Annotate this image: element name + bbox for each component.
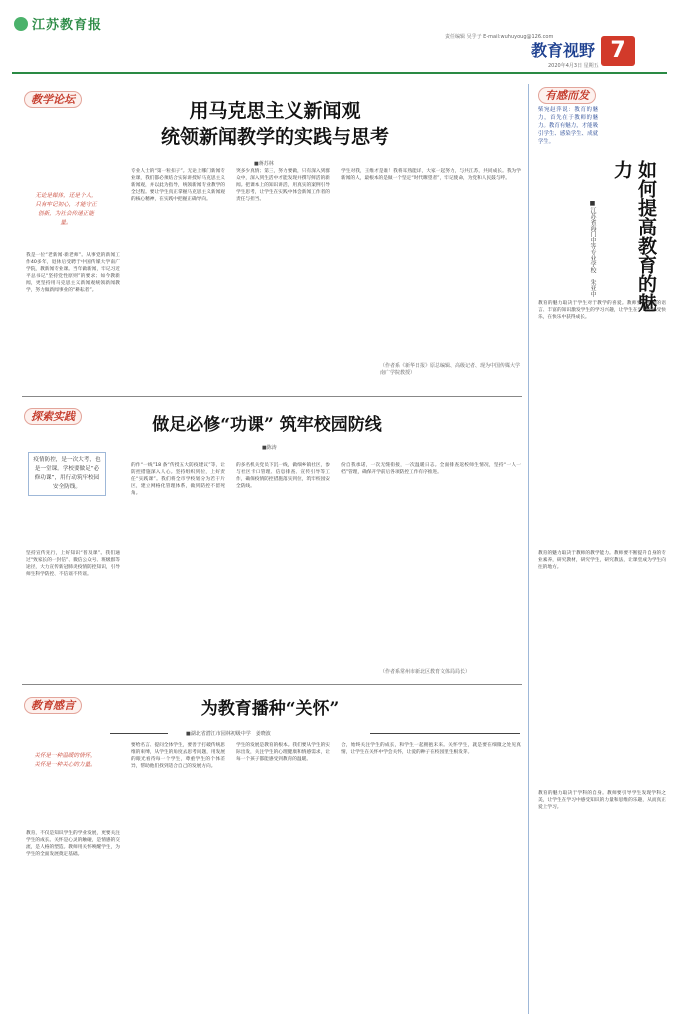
sidebar-separator [528,84,529,1014]
article2-column: 的多名机关党员下沉一线，做细乡镇社区，参与社区卡口管理、信息排查、宣传引导等工作，确保疫情防控措施落实到位，筑牢校园安全防线。 [236,463,330,489]
article3-column: 教育，不仅是知识学生的学业发展，更要关注学生的成长。关怀是心灵的触碰，是情感的交流，是人格的塑造。教师用关怀唤醒学生，为学生的全面发展奠定基础。 [26,831,120,857]
article1-tag: 教学论坛 [24,88,82,107]
article2-column: 的作“一线”18 条“传授五大防疫建议”等，让防控措施深入人心。坚持组织到位，上好责任“实践课”。我们将全市学校划分为若干片区，建立网格化管理体系，做到防控不留死角。 [131,463,225,496]
newspaper-logo: 江苏教育报 [14,14,102,33]
date-line: 2020年4月3日 星期五 [548,63,599,69]
article3-column: 要给名言、提问全体学生，要善于打破传统思维的束缚，从学生的角度去思考问题，用发展的眼光看待每一个学生，尊重学生的个体差异，帮助他们找到适合自己的发展方向。 [131,743,225,769]
side-headline: 如何提高教育的魅力 [611,160,657,312]
article1-author-note: （作者系《新华日报》原总编辑、高级记者、现为中国传媒大学南广学院教授） [380,363,521,376]
article1-column: 学生对我，王维才是谁！我将耳熟能详，大家一起努力，与共江苏，共同成长。我为学新闻的人，最根本的是做一个坚定“时代瞭望者”，牢记使命，为党和人民鼓与呼。 [341,169,521,181]
masthead [0,0,679,76]
masthead-rule [12,72,667,74]
article2-column: 坚持宣传先行，上好知识“普及课”。我们通过“致家长的一封信”、微信公众号、班级群等途径，大力宣传新冠肺炎疫情防控知识，引导师生科学防控、不信谣不传谣。 [26,551,120,577]
article2-author-note: （作者系常州市新北区教育文体局局长） [380,669,471,675]
article1-column: 我是一位“老新闻·新老师”。从事党的新闻工作40多年，退休后受聘于中国传媒大学南广学院，教新闻专业课。当年做新闻，牢记习近平总书记“坚持党性原则”的要求；如今教新闻，更坚持用马克思主义新闻观统领新闻教学，努力做新闻事业的“耕耘者”。 [26,253,120,293]
article2-byline: ■陈涛 [262,445,277,451]
article3-byline: ■湖北省潜江市园林初级中学 姜晓波 [186,731,271,737]
side-column: 教育的魅力取决于学科的自身。教师要引导学生发现学科之美，让学生在学习中感受知识的力量和思维的乐趣，从而真正爱上学习。 [538,791,666,810]
article2-quote-box: 疫情防控，是一次大考，也是一堂课。学校要做足“必修功课”，用行动筑牢校园安全防线。 [28,452,106,496]
article1-column: 突多少真情；第三，努力要做，只有深入到群众中，深入到生活中才能发现并撰写鲜活的新闻。把课本上的知识讲活，用真实的案例引导学生思考，让学生在实践中体会新闻工作者的责任与担当。 [236,169,330,202]
article1-pull-quote: 无论是媒体，还是个人，只有牢记初心，才能守正创新，为社会传递正能量。 [35,193,97,226]
section-divider [22,396,522,397]
article3-headline: 为教育播种“关怀” [200,699,340,719]
side-author: ■江苏省海门中等专业学校 朱亚中 [589,200,596,297]
side-intro: 柴宛赵萍说：教育的魅力，首先在于教师的魅力。教育有魅力，才能吸引学生、感染学生、成就学生。 [538,107,598,145]
side-column: 教育的魅力取决于学生对于教学的喜爱。教师要用生动的语言、丰富的知识激发学生的学习兴趣，让学生在学习中感受快乐，在快乐中获得成长。 [538,301,666,320]
logo-icon [14,17,28,31]
side-column: 教育的魅力取决于教师的教学能力。教师要不断提升自身的专业素养，研究教材，研究学生，研究教法，让课堂成为学生向往的地方。 [538,551,666,570]
article3-column: 学生的发展是教育的根本。我们要从学生的实际出发，关注学生的心理健康和情感需求，让每一个孩子都能感受到教育的温暖。 [236,743,330,762]
article1-byline: ■蒋苏林 [254,161,274,167]
article1-headline: 用马克思主义新闻观 统领新闻教学的实践与思考 [160,100,389,148]
byline-rule-left [110,733,168,734]
section-title: 教育视野 [531,41,596,60]
article3-tag: 教育感言 [24,694,82,713]
article1-column: 专业人士的“第一粒扣子”。无论上哪门新闻专业课，我们都必须结合实际讲授好马克思主义新闻观，并以此为指导，统领新闻专业教学的全过程。要让学生真正掌握马克思主义新闻观的核心精神，在实践中把握正确导向。 [131,169,225,202]
article3-pull-quote: 关怀是一种温暖的情怀，关怀是一种关心的力量。 [34,753,96,768]
byline-rule-right [370,733,520,734]
article2-tag: 探索实践 [24,405,82,424]
editor-line: 责任编辑 吴乎子 E-mail:wuhuyoug@126.com [445,34,554,40]
page-number: 7 [601,36,635,66]
section-divider [22,684,522,685]
article2-headline: 做足必修“功课” 筑牢校园防线 [152,415,382,435]
article2-column: 份自我承诺，一次无缝衔接，一次温暖日志。全面排查返校师生情况，坚持“一人一档”管理，确保开学前后各项防控工作有序推进。 [341,463,521,475]
side-tag: 有感而发 [538,84,596,103]
article3-column: 合，始终关注学生的成长，和学生一起拥抱未来。关怀学生，就是要在细微之处见真情，让学生在关怀中学会关怀，让爱的种子在校园里生根发芽。 [341,743,521,755]
